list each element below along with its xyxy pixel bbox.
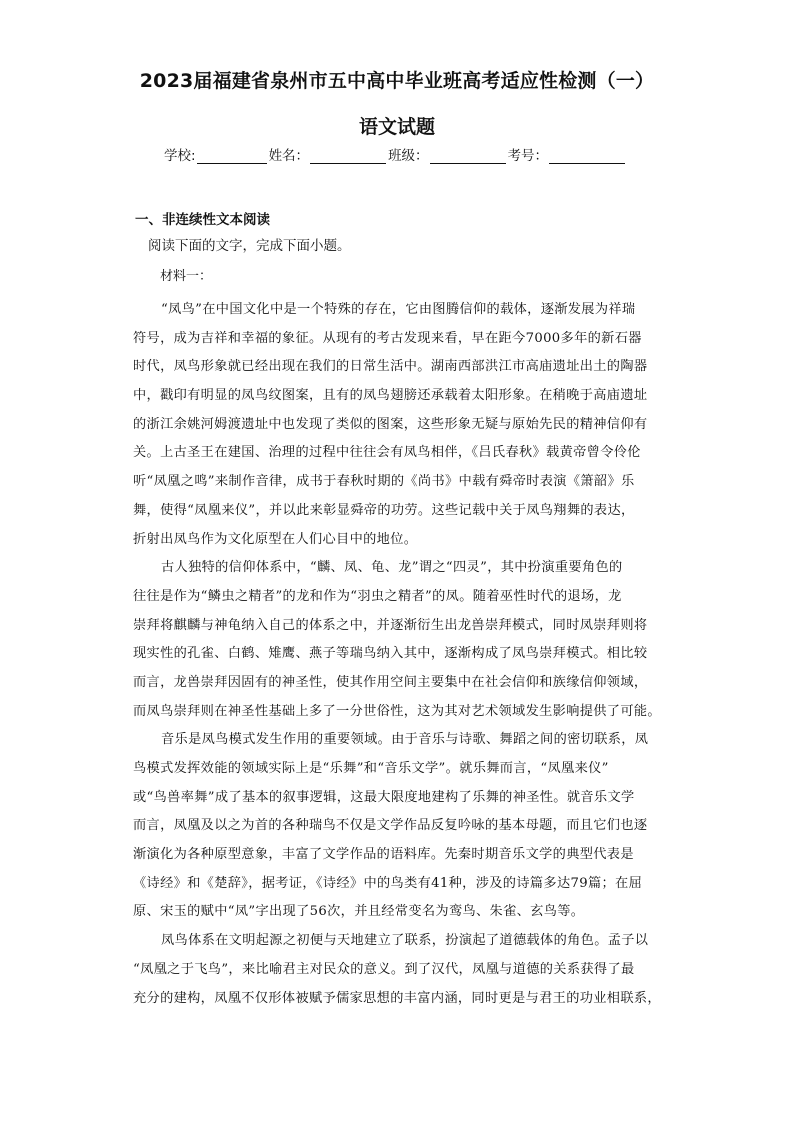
section-heading: 一、非连续性文本阅读 [135,212,270,228]
name-label: 姓名： [268,148,310,164]
passage-line: 鸟模式发挥效能的领域实际上是“乐舞”和“音乐文学”。就乐舞而言，“凤凰来仪” [133,761,609,776]
passage-line: 原、宋玉的赋中“凤”字出现了56次，并且经常变名为鸾鸟、朱雀、玄鸟等。 [133,904,585,920]
name-blank[interactable] [310,149,386,164]
exam-number-blank[interactable] [549,149,625,164]
passage-line: 而言，龙兽崇拜因固有的神圣性，使其作用空间主要集中在社会信仰和族缘信仰领域， [133,674,648,690]
passage-line: 充分的建构，凤凰不仅形体被赋予儒家思想的丰富内涵，同时更是与君王的功业相联系， [133,990,661,1006]
passage-line: “凤凰之于飞鸟”，来比喻君主对民众的意义。到了汉代，凤凰与道德的关系获得了最 [133,961,635,977]
passage-line: 古人独特的信仰体系中，“麟、凤、龟、龙”谓之“四灵”，其中扮演重要角色的 [161,560,623,576]
school-field[interactable] [164,144,267,164]
passage-line: “凤鸟”在中国文化中是一个特殊的存在，它由图腾信仰的载体，逐渐发展为祥瑞 [161,302,636,317]
passage-line: 中，戳印有明显的凤鸟纹图案，且有的凤鸟翅膀还承载着太阳形象。在稍晚于高庙遗址 [133,388,648,404]
exam-number-label: 考号： [507,148,549,164]
passage-line: 关。上古圣王在建国、治理的过程中往往会有凤鸟相伴，《吕氏春秋》载黄帝曾令伶伦 [133,445,641,461]
school-blank[interactable] [197,149,267,164]
passage-line: 舞，使得“凤凰来仪”，并以此来彰显舜帝的功劳。这些记载中关于凤鸟翔舞的表达， [133,502,635,518]
passage-line: 现实性的孔雀、白鹤、雉鹰、燕子等瑞鸟纳入其中，逐渐构成了凤鸟崇拜模式。相比较 [133,646,648,662]
material-label: 材料一： [160,269,213,284]
class-blank[interactable] [430,149,506,164]
passage-body [133,296,663,1013]
class-label: 班级： [388,148,429,164]
class-field[interactable] [388,144,506,164]
passage-line: 时代，凤鸟形象就已经出现在我们的日常生活中。湖南西部洪江市高庙遗址出土的陶器 [133,359,648,375]
passage-line: 而凤鸟崇拜则在神圣性基础上多了一分世俗性，这为其对艺术领域发生影响提供了可能。 [133,703,661,719]
passage-line: 凤鸟体系在文明起源之初便与天地建立了联系，扮演起了道德载体的角色。孟子以 [161,933,649,949]
passage-line: 往往是作为“鳞虫之精者”的龙和作为“羽虫之精者”的凤。随着巫性时代的退场，龙 [133,588,622,604]
exam-subtitle: 语文试题 [358,116,435,138]
passage-line: 而言，凤凰及以之为首的各种瑞鸟不仅是文学作品反复吟咏的基本母题，而且它们也逐 [133,818,648,834]
passage-line: 渐演化为各种原型意象，丰富了文学作品的语料库。先秦时期音乐文学的典型代表是 [133,847,634,863]
instruction-text: 阅读下面的文字，完成下面小题。 [148,238,351,254]
passage-line: 《诗经》和《楚辞》，据考证，《诗经》中的鸟类有41种，涉及的诗篇多达79篇；在屈 [133,875,643,891]
passage-line: 符号，成为吉祥和幸福的象征。从现有的考古发现来看，早在距今7000多年的新石器 [133,330,642,346]
name-field[interactable] [269,144,387,164]
school-label: 学校: [164,148,196,164]
exam-number-field[interactable] [508,144,626,164]
passage-line: 折射出凤鸟作为文化原型在人们心目中的地位。 [133,531,418,547]
exam-title: 2023届福建省泉州市五中高中毕业班高考适应性检测（一） [139,70,655,92]
passage-line: 或“鸟兽率舞”成了基本的叙事逻辑，这最大限度地建构了乐舞的神圣性。就音乐文学 [133,789,635,805]
student-info-line [164,144,627,164]
passage-line: 音乐是凤鸟模式发生作用的重要领域。由于音乐与诗歌、舞蹈之间的密切联系，凤 [161,732,649,748]
passage-line: 听“凤凰之鸣”来制作音律，成书于春秋时期的《尚书》中载有舜帝时表演《箫韶》乐 [133,474,635,490]
passage-line: 的浙江余姚河姆渡遗址中也发现了类似的图案，这些形象无疑与原始先民的精神信仰有 [133,416,648,432]
passage-line: 崇拜将麒麟与神龟纳入自己的体系之中，并逐渐衍生出龙兽崇拜模式，同时凤崇拜则将 [133,617,648,633]
